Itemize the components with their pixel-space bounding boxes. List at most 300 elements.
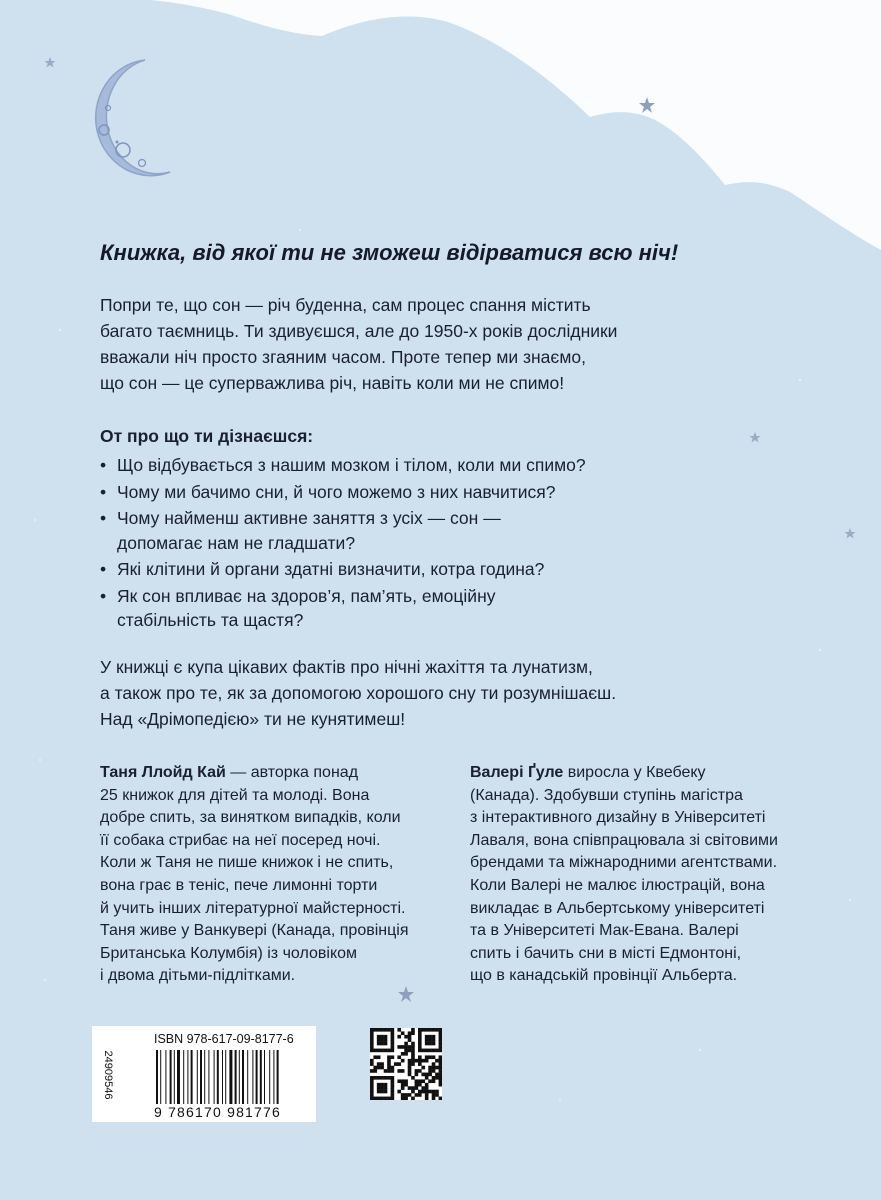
qr-module	[370, 1079, 374, 1083]
qr-module	[401, 1059, 405, 1063]
barcode-digits: 9 786170 981776	[154, 1104, 281, 1120]
bio-line: й учить інших літературної майстерності.	[100, 899, 406, 917]
qr-module	[408, 1035, 412, 1039]
barcode-bar	[191, 1050, 193, 1104]
qr-module	[418, 1042, 422, 1046]
qr-module	[418, 1083, 422, 1087]
qr-module	[421, 1059, 425, 1063]
qr-module	[418, 1031, 422, 1035]
qr-module	[411, 1076, 415, 1080]
qr-module	[394, 1062, 398, 1066]
qr-module	[391, 1093, 395, 1097]
qr-module	[384, 1069, 388, 1073]
qr-module	[391, 1045, 395, 1049]
learn-heading: От про що ти дізнаєшся:	[100, 426, 314, 446]
side-code: 24909546	[102, 1050, 114, 1100]
qr-module	[391, 1038, 395, 1042]
qr-module	[370, 1069, 374, 1073]
qr-module	[432, 1062, 436, 1066]
qr-module	[408, 1093, 412, 1097]
qr-module	[408, 1062, 412, 1066]
qr-module	[373, 1097, 377, 1100]
list-item-text: Що відбувається з нашим мозком і тілом, коли ми спимо?	[117, 455, 586, 475]
qr-module	[428, 1073, 432, 1077]
qr-module	[411, 1090, 415, 1094]
qr-module	[391, 1097, 395, 1100]
qr-module	[380, 1028, 384, 1032]
qr-module	[435, 1073, 439, 1077]
barcode-bar	[177, 1050, 180, 1104]
qr-module	[411, 1052, 415, 1056]
qr-module	[404, 1042, 408, 1046]
qr-module	[411, 1059, 415, 1063]
qr-module	[425, 1055, 429, 1059]
qr-module	[418, 1038, 422, 1042]
qr-module	[432, 1038, 436, 1042]
qr-module	[373, 1076, 377, 1080]
qr-module	[408, 1066, 412, 1070]
qr-module	[377, 1038, 381, 1042]
isbn-label: ISBN 978-617-09-8177-6	[154, 1032, 294, 1046]
qr-module	[408, 1038, 412, 1042]
qr-module	[401, 1097, 405, 1100]
intro-line: вважали ніч просто згаяним часом. Проте тепер ми знаємо,	[100, 347, 586, 367]
qr-module	[404, 1097, 408, 1100]
qr-module	[428, 1055, 432, 1059]
qr-module	[397, 1028, 401, 1032]
barcode-bar	[239, 1050, 240, 1104]
qr-module	[418, 1035, 422, 1039]
qr-module	[380, 1035, 384, 1039]
qr-module	[415, 1093, 419, 1097]
qr-module	[439, 1049, 442, 1053]
qr-module	[439, 1066, 442, 1070]
barcode-bar	[197, 1050, 198, 1104]
qr-module	[411, 1028, 415, 1032]
qr-module	[391, 1028, 395, 1032]
qr-module	[432, 1093, 436, 1097]
qr-module	[384, 1090, 388, 1094]
qr-module	[415, 1086, 419, 1090]
qr-module	[418, 1028, 422, 1032]
bio-line: виросла у Квебеку	[563, 764, 706, 781]
facts-paragraph	[100, 654, 740, 732]
qr-module	[415, 1073, 419, 1077]
qr-module	[391, 1031, 395, 1035]
qr-module	[391, 1069, 395, 1073]
qr-module	[373, 1028, 377, 1032]
qr-module	[439, 1055, 442, 1059]
qr-module	[428, 1028, 432, 1032]
list-item	[100, 453, 660, 478]
qr-module	[401, 1069, 405, 1073]
list-item-text: Які клітини й органи здатні визначити, котра година?	[117, 559, 545, 579]
qr-module	[408, 1059, 412, 1063]
qr-module	[384, 1038, 388, 1042]
list-item	[100, 506, 660, 555]
barcode-bar	[264, 1050, 265, 1104]
qr-module	[387, 1066, 391, 1070]
qr-module	[397, 1045, 401, 1049]
qr-module	[370, 1093, 374, 1097]
intro-line: що сон — це суперважлива річ, навіть коли ми не спимо!	[100, 373, 565, 393]
qr-module	[408, 1069, 412, 1073]
qr-module	[432, 1055, 436, 1059]
bio-line: що в канадській провінції Альберта.	[470, 967, 738, 985]
qr-module	[432, 1076, 436, 1080]
bio-line: з інтерактивного дизайну в Університеті	[470, 809, 766, 827]
qr-module	[397, 1035, 401, 1039]
qr-module	[384, 1028, 388, 1032]
qr-module	[432, 1097, 436, 1100]
qr-module	[370, 1035, 374, 1039]
bio-line: спить і бачить сни в місті Едмонтоні,	[470, 944, 742, 962]
qr-module	[421, 1090, 425, 1094]
qr-module	[425, 1042, 429, 1046]
list-item-text: Чому ми бачимо сни, й чого можемо з них навчитися?	[117, 481, 556, 502]
qr-module	[439, 1042, 442, 1046]
qr-module	[425, 1076, 429, 1080]
illustrator-name: Валері Ґуле	[470, 764, 564, 781]
qr-module	[432, 1028, 436, 1032]
qr-module	[387, 1028, 391, 1032]
qr-module	[418, 1090, 422, 1094]
qr-module	[384, 1083, 388, 1087]
qr-module	[404, 1093, 408, 1097]
qr-module	[421, 1073, 425, 1077]
barcode-bar	[160, 1050, 161, 1104]
qr-module	[432, 1079, 436, 1083]
qr-module	[380, 1086, 384, 1090]
qr-module	[391, 1090, 395, 1094]
qr-module	[370, 1045, 374, 1049]
barcode-bar	[225, 1050, 226, 1104]
bio-line: — авторка понад	[225, 764, 359, 781]
qr-module	[415, 1059, 419, 1063]
qr-module	[377, 1066, 381, 1070]
barcode-bar	[214, 1050, 215, 1104]
qr-module	[397, 1062, 401, 1066]
qr-module	[384, 1049, 388, 1053]
qr-module	[415, 1083, 419, 1087]
qr-module	[428, 1035, 432, 1039]
qr-module	[408, 1049, 412, 1053]
intro-line: Попри те, що сон — річ буденна, сам процес спання містить	[100, 295, 591, 315]
qr-module	[391, 1049, 395, 1053]
qr-module	[432, 1049, 436, 1053]
qr-module	[370, 1062, 374, 1066]
qr-module	[377, 1049, 381, 1053]
qr-module	[435, 1028, 439, 1032]
barcode-bar	[170, 1050, 172, 1104]
qr-module	[435, 1059, 439, 1063]
qr-module	[421, 1066, 425, 1070]
bio-line: та в Університеті Мак-Евана. Валері	[470, 922, 739, 940]
qr-module	[408, 1086, 412, 1090]
bio-line: Коли Валері не малює ілюстрацій, вона	[470, 876, 765, 894]
qr-module	[418, 1062, 422, 1066]
qr-module	[397, 1079, 401, 1083]
qr-module	[435, 1076, 439, 1080]
qr-module	[439, 1069, 442, 1073]
barcode-bar	[235, 1050, 237, 1104]
list-item	[100, 584, 660, 633]
bio-line: вона грає в теніс, пече лимонні торти	[100, 876, 378, 894]
qr-module	[391, 1086, 395, 1090]
bio-line: Лаваля, вона співпрацювала зі світовими	[470, 831, 778, 849]
qr-module	[380, 1083, 384, 1087]
qr-module	[377, 1083, 381, 1087]
qr-module	[421, 1079, 425, 1083]
qr-module	[391, 1042, 395, 1046]
qr-module	[384, 1042, 388, 1046]
qr-module	[421, 1028, 425, 1032]
qr-module	[401, 1086, 405, 1090]
qr-module	[397, 1069, 401, 1073]
qr-module	[380, 1038, 384, 1042]
qr-module	[380, 1076, 384, 1080]
qr-module	[387, 1055, 391, 1059]
qr-module	[380, 1049, 384, 1053]
qr-module	[425, 1035, 429, 1039]
qr-module	[439, 1073, 442, 1077]
qr-module	[432, 1090, 436, 1094]
qr-module	[425, 1086, 429, 1090]
qr-module	[435, 1090, 439, 1094]
qr-module	[380, 1062, 384, 1066]
intro-line: багато таємниць. Ти здивуєшся, але до 1950-х років дослідники	[100, 321, 618, 341]
qr-module	[425, 1083, 429, 1087]
qr-module	[377, 1062, 381, 1066]
barcode-bar	[187, 1050, 188, 1104]
qr-module	[411, 1031, 415, 1035]
qr-module	[439, 1028, 442, 1032]
facts-line: а також про те, як за допомогою хорошого сну ти розумнішаєш.	[100, 683, 617, 703]
qr-module	[439, 1035, 442, 1039]
author-bio	[100, 762, 438, 988]
qr-module	[370, 1086, 374, 1090]
bio-line: добре спить, за винятком випадків, коли	[100, 809, 401, 827]
qr-module	[428, 1066, 432, 1070]
qr-module	[370, 1038, 374, 1042]
barcode-bar	[200, 1050, 202, 1104]
barcode-bar	[174, 1050, 175, 1104]
qr-module	[380, 1097, 384, 1100]
barcode-bar	[260, 1050, 262, 1104]
qr-module	[370, 1059, 374, 1063]
qr-module	[439, 1083, 442, 1087]
barcode-bar	[269, 1050, 270, 1104]
qr-module	[439, 1031, 442, 1035]
qr-module	[425, 1028, 429, 1032]
qr-module	[418, 1093, 422, 1097]
qr-module	[377, 1055, 381, 1059]
qr-module	[428, 1038, 432, 1042]
qr-module	[411, 1055, 415, 1059]
qr-module	[391, 1079, 395, 1083]
qr-module	[377, 1042, 381, 1046]
qr-module	[411, 1049, 415, 1053]
bio-line: її собака стрибає на неї посеред ночі.	[100, 831, 381, 849]
qr-module	[384, 1076, 388, 1080]
qr-module	[425, 1093, 429, 1097]
isbn-barcode	[92, 1026, 316, 1122]
qr-module	[384, 1035, 388, 1039]
qr-module	[415, 1069, 419, 1073]
qr-module	[425, 1059, 429, 1063]
qr-module	[404, 1049, 408, 1053]
qr-module	[425, 1049, 429, 1053]
qr-module	[418, 1079, 422, 1083]
qr-module	[411, 1097, 415, 1100]
list-item-text: стабільність та щастя?	[117, 610, 304, 630]
barcode-bars	[156, 1050, 306, 1104]
qr-module	[435, 1049, 439, 1053]
qr-module	[439, 1076, 442, 1080]
qr-module	[377, 1090, 381, 1094]
qr-module	[439, 1097, 442, 1100]
qr-module	[401, 1052, 405, 1056]
bio-line: 25 книжок для дітей та молоді. Вона	[100, 786, 370, 804]
qr-module	[425, 1038, 429, 1042]
qr-module	[411, 1045, 415, 1049]
qr-module	[418, 1059, 422, 1063]
learn-list	[100, 453, 660, 635]
qr-module	[401, 1093, 405, 1097]
bio-line: Британська Колумбія) із чоловіком	[100, 944, 358, 962]
barcode-bar	[208, 1050, 209, 1104]
qr-module	[401, 1083, 405, 1087]
qr-code	[370, 1028, 442, 1100]
qr-module	[415, 1079, 419, 1083]
qr-module	[370, 1049, 374, 1053]
author-name: Таня Ллойд Кай	[100, 764, 226, 781]
qr-module	[387, 1097, 391, 1100]
qr-module	[428, 1049, 432, 1053]
qr-module	[404, 1079, 408, 1083]
qr-code-modules	[370, 1028, 442, 1100]
qr-module	[408, 1045, 412, 1049]
qr-module	[439, 1079, 442, 1083]
barcode-bar	[256, 1050, 258, 1104]
qr-module	[425, 1097, 429, 1100]
qr-module	[411, 1086, 415, 1090]
qr-module	[370, 1090, 374, 1094]
barcode-bar	[242, 1050, 244, 1104]
qr-module	[401, 1079, 405, 1083]
barcode-bar	[156, 1050, 158, 1104]
qr-module	[408, 1031, 412, 1035]
qr-module	[377, 1076, 381, 1080]
qr-module	[377, 1086, 381, 1090]
qr-module	[439, 1062, 442, 1066]
qr-module	[380, 1066, 384, 1070]
qr-module	[411, 1042, 415, 1046]
qr-module	[432, 1066, 436, 1070]
qr-module	[418, 1045, 422, 1049]
qr-module	[391, 1083, 395, 1087]
bio-line: Коли ж Таня не пише книжок і не спить,	[100, 854, 394, 872]
bio-line: і двома дітьми-підлітками.	[100, 967, 296, 985]
qr-module	[404, 1083, 408, 1087]
qr-module	[391, 1055, 395, 1059]
barcode-bar	[204, 1050, 205, 1104]
qr-module	[421, 1049, 425, 1053]
qr-module	[404, 1045, 408, 1049]
qr-module	[435, 1066, 439, 1070]
qr-module	[425, 1090, 429, 1094]
qr-module	[370, 1028, 374, 1032]
qr-module	[384, 1086, 388, 1090]
bio-line: викладає в Альбертському університеті	[470, 899, 765, 917]
qr-module	[370, 1083, 374, 1087]
barcode-bar	[247, 1050, 248, 1104]
qr-module	[370, 1076, 374, 1080]
intro-paragraph	[100, 292, 760, 396]
qr-module	[387, 1062, 391, 1066]
qr-module	[401, 1045, 405, 1049]
qr-module	[373, 1049, 377, 1053]
qr-module	[411, 1062, 415, 1066]
list-item-text: допомагає нам не гладшати?	[117, 532, 356, 553]
facts-line: У книжці є купа цікавих фактів про нічні жахіття та лунатизм,	[100, 657, 593, 677]
barcode-bar	[222, 1050, 223, 1104]
qr-module	[439, 1045, 442, 1049]
qr-module	[428, 1090, 432, 1094]
facts-line: Над «Дрімопедією» ти не кунятимеш!	[100, 709, 406, 729]
tagline: Книжка, від якої ти не зможеш відірватися всю ніч!	[100, 240, 679, 265]
list-item	[100, 557, 660, 582]
qr-module	[391, 1066, 395, 1070]
qr-module	[387, 1049, 391, 1053]
qr-module	[380, 1042, 384, 1046]
qr-module	[408, 1073, 412, 1077]
qr-module	[401, 1031, 405, 1035]
list-item-text: Як сон впливає на здоров’я, пам’ять, емоційну	[117, 585, 496, 606]
qr-module	[432, 1069, 436, 1073]
qr-module	[370, 1042, 374, 1046]
qr-module	[418, 1069, 422, 1073]
barcode-bar	[217, 1050, 219, 1104]
qr-module	[425, 1073, 429, 1077]
barcode-bar	[229, 1050, 232, 1104]
qr-module	[435, 1093, 439, 1097]
qr-module	[432, 1035, 436, 1039]
qr-module	[370, 1097, 374, 1100]
qr-module	[439, 1059, 442, 1063]
qr-module	[373, 1066, 377, 1070]
qr-module	[418, 1055, 422, 1059]
bio-line: брендами та міжнародними агентствами.	[470, 854, 778, 872]
qr-module	[404, 1035, 408, 1039]
qr-module	[428, 1042, 432, 1046]
qr-module	[432, 1042, 436, 1046]
qr-module	[391, 1035, 395, 1039]
qr-module	[377, 1097, 381, 1100]
illustrator-bio	[470, 762, 800, 988]
barcode-bar	[165, 1050, 166, 1104]
qr-module	[380, 1090, 384, 1094]
qr-module	[387, 1069, 391, 1073]
qr-module	[391, 1076, 395, 1080]
barcode-bar	[252, 1050, 253, 1104]
qr-module	[428, 1079, 432, 1083]
barcode-bar	[183, 1050, 184, 1104]
qr-module	[373, 1069, 377, 1073]
qr-module	[384, 1097, 388, 1100]
qr-module	[439, 1038, 442, 1042]
qr-module	[397, 1055, 401, 1059]
